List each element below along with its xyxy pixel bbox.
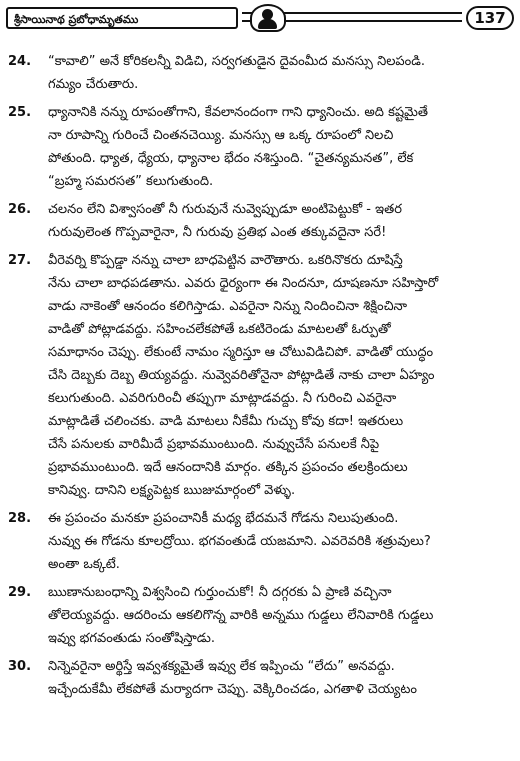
verse-number: 29. [8,585,32,600]
verse-line: కలుగుతుంది. ఎవరిగురించీ తప్పుగా మాట్లాడవద్దు. నీ గురించి ఎవరైనా [48,391,397,406]
verse-line: వీరెవర్ని కొప్పడ్డా నన్ను చాలా బాధపెట్టిన వారౌతారు. ఒకరినొకరు దూషిస్తే [48,253,403,268]
verse-item [8,655,508,701]
verse-line: చేసి దెబ్బకు దెబ్బ తియ్యవద్దు. నువ్వెవరితోనైనా పోట్లాడితే నాకు చాలా ఏహ్యం [48,368,435,383]
verse-number: 26. [8,202,32,217]
verse-line: అంతా ఒక్కటే. [48,557,120,572]
verse-line: నిన్నెవరైనా అర్థిస్తే ఇవ్వశక్యమైతే ఇవ్వు లేక ఇప్పించు “లేదు” అనవద్దు. [48,659,395,674]
book-title: శ్రీసాయినాథ ప్రబోధామృతము [6,7,238,29]
verse-line: నేను చాలా బాధపడతాను. ఎవరు ధైర్యంగా ఈ నిందనూ, దూషణనూ సహిస్తారో [48,276,439,291]
verse-line: ఇచ్చేందుకేమీ లేకపోతే మర్యాదగా చెప్పు. వెక్కిరించడం, ఎగతాళి చెయ్యటం [48,682,417,697]
verse-line: గురువులెంత గొప్పవారైనా, నీ గురువు ప్రతిభ ఎంత తక్కువదైనా సరే! [48,225,387,240]
verse-item [8,50,508,96]
verse-list [8,50,508,706]
verse-number: 30. [8,659,32,674]
verse-text [48,581,508,650]
verse-item [8,581,508,650]
verse-number: 27. [8,253,32,268]
page-header [6,4,514,36]
verse-line: మాట్లాడితే చలించకు. వాడి మాటలు నీకేమీ గుచ్చు కోవు కదా! ఇతరులు [48,414,404,429]
verse-line: “కావాలి” అనే కోరికలన్నీ విడిచి, సర్వగతుడైన దైవంమీద మనస్సు నిలపండి. [48,54,426,69]
verse-item [8,507,508,576]
verse-line: ఇవ్వు భగవంతుడు సంతోషిస్తాడు. [48,631,215,646]
sai-baba-portrait-icon [250,4,286,32]
page-number: 137 [466,6,514,30]
verse-text [48,50,508,96]
verse-item [8,198,508,244]
verse-line: కానివ్వు. దానిని లక్ష్యపెట్టక ఋజుమార్గంలో వెళ్ళు. [48,483,296,498]
verse-line: వాడితో పోట్లాడవద్దు. సహించలేకపోతే ఒకటిరెండు మాటలతో ఓర్పుతో [48,322,391,337]
verse-text [48,198,508,244]
verse-line: ఋణానుబంధాన్ని విశ్వసించి గుర్తుంచుకో! నీ దగ్గరకు ఏ ప్రాణి వచ్చినా [48,585,392,600]
verse-line: తోలెయ్యవద్దు. ఆదరించు ఆకలిగొన్న వారికి అన్నము గుడ్డలు లేనివారికి గుడ్డలు [48,608,434,623]
verse-line: ఈ ప్రపంచం మనకూ ప్రపంచానికీ మధ్య భేదమనే గోడను నిలుపుతుంది. [48,511,399,526]
verse-text [48,249,508,502]
verse-number: 24. [8,54,32,69]
verse-text [48,655,508,701]
verse-line: గమ్యం చేరుతారు. [48,77,139,92]
verse-line: చలనం లేని విశ్వాసంతో నీ గురువునే నువ్వెప్పుడూ అంటిపెట్టుకో - ఇతర [48,202,402,217]
verse-line: సమాధానం చెప్పు. లేకుంటే నామం స్మరిస్తూ ఆ చోటువిడిచిపో. వాడితో యుద్ధం [48,345,434,360]
verse-text [48,101,508,193]
verse-line: వాడు నాకెంతో ఆనందం కలిగిస్తాడు. ఎవరైనా నిన్ను నిందించినా శిక్షించినా [48,299,408,314]
verse-text [48,507,508,576]
verse-item [8,249,508,502]
verse-line: చేసే పనులకు వారిమీదే ప్రభావముంటుంది. నువ్వుచేసే పనులకే నీపై [48,437,380,452]
verse-line: నా రూపాన్ని గురించే చింతనచెయ్యి. మనస్సు ఆ ఒక్క రూపంలో నిలచి [48,128,394,143]
verse-line: నువ్వు ఈ గోడను కూలద్రోయి. భగవంతుడే యజమాని. ఎవరెవరికి శత్రువులు? [48,534,431,549]
verse-line: పోతుంది. ధ్యాత, ధ్యేయ, ధ్యానాల భేదం నశిస్తుంది. “చైతన్యమనత”, లేక [48,151,414,166]
verse-item [8,101,508,193]
verse-line: ధ్యానానికి నన్ను రూపంతోగాని, కేవలానందంగా గాని ధ్యానించు. అది కష్టమైతే [48,105,429,120]
verse-line: “బ్రహ్మ సమరసత” కలుగుతుంది. [48,174,214,189]
verse-line: ప్రభావముంటుంది. ఇదే ఆనందానికి మార్గం. తక్కిన ప్రపంచం తలక్రిందులు [48,460,408,475]
verse-number: 28. [8,511,32,526]
verse-number: 25. [8,105,32,120]
